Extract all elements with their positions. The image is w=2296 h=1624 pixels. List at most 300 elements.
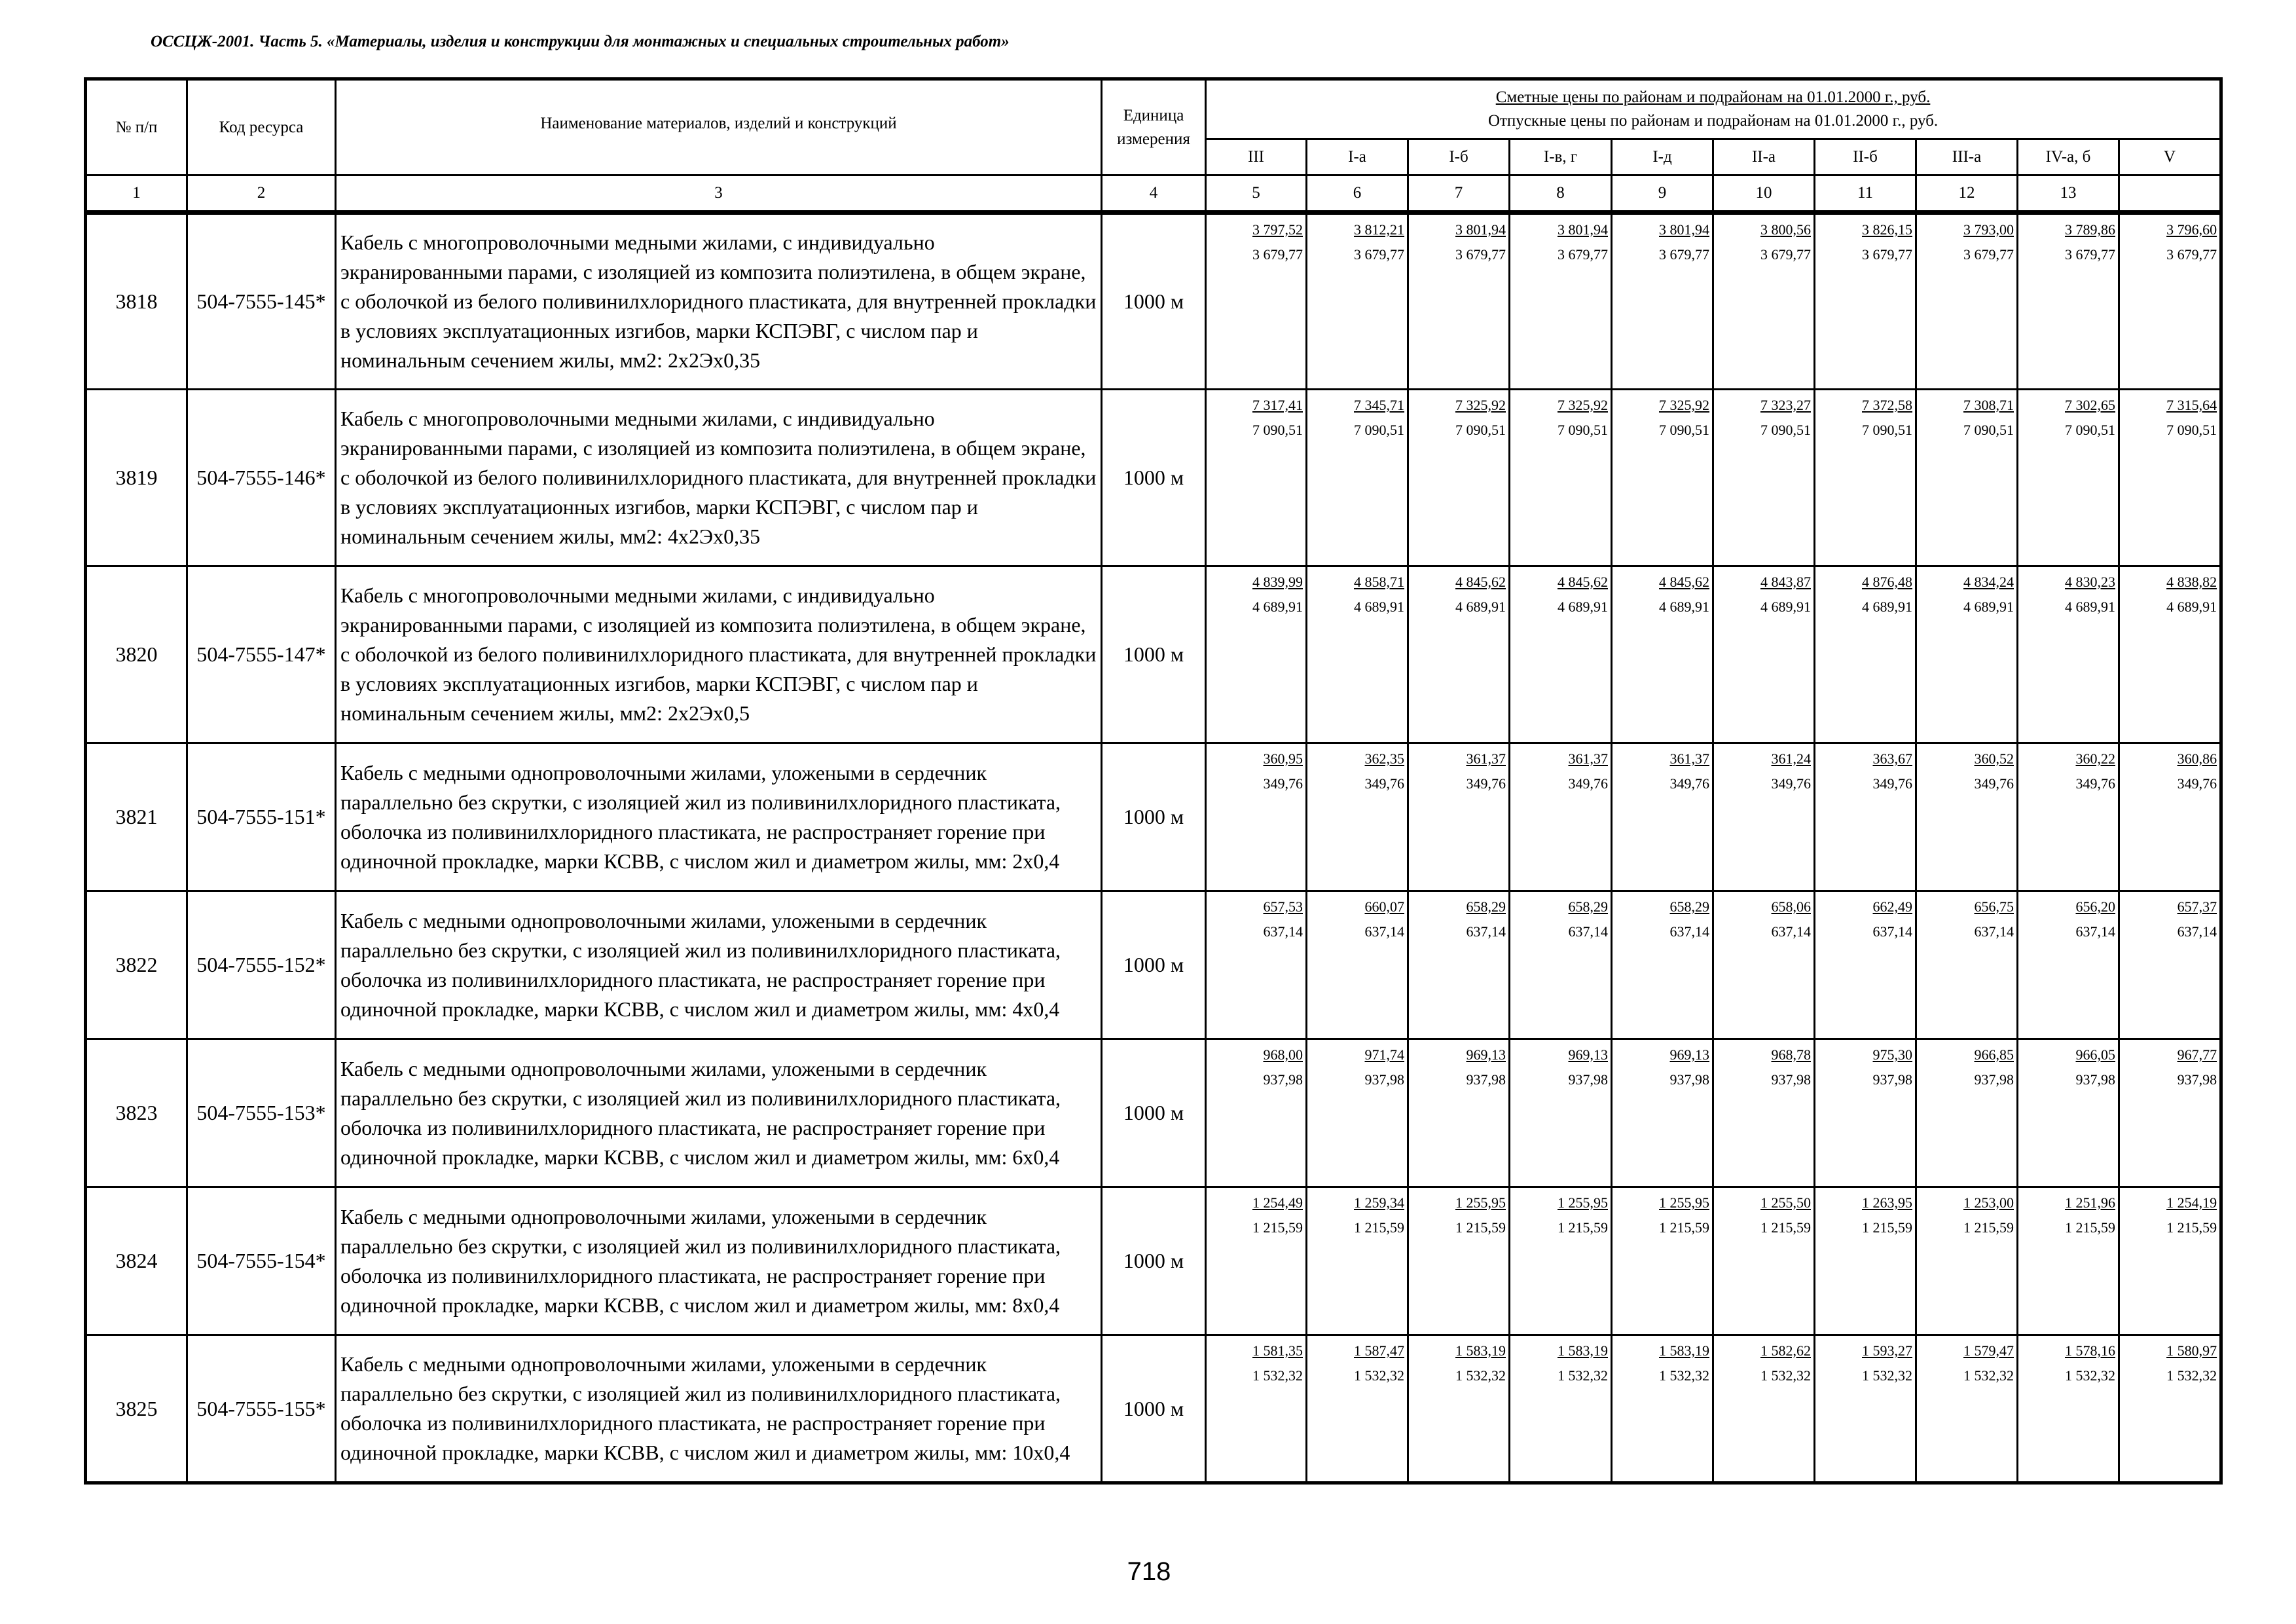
estimate-price: 4 845,62 xyxy=(1558,574,1608,590)
material-name: Кабель с медными однопроволочными жилами, уложеными в сердечник параллельно без скрутки, с изоляцией жил из поливинилхлоридного пластиката, оболочка из поливинилхлоридного пластиката, не распространяет горение при одиночной прокладке, марки КСВВ, с числом жил и диаметром жилы, мм: 4х0,4 xyxy=(336,891,1102,1039)
table-row xyxy=(86,566,2221,743)
table-row xyxy=(86,891,2221,1039)
release-price: 1 215,59 xyxy=(1354,1219,1404,1236)
release-price: 349,76 xyxy=(1974,775,2014,792)
estimate-price: 1 255,50 xyxy=(1760,1194,1811,1211)
release-price: 7 090,51 xyxy=(2065,422,2115,438)
release-price: 1 215,59 xyxy=(1760,1219,1811,1236)
estimate-price: 1 581,35 xyxy=(1252,1342,1303,1359)
estimate-price: 657,53 xyxy=(1263,898,1303,915)
price-cell xyxy=(1815,1187,1916,1335)
estimate-price: 662,49 xyxy=(1872,898,1912,915)
price-cell xyxy=(1916,213,2018,390)
region-header: II-б xyxy=(1815,139,1916,175)
release-price: 349,76 xyxy=(1771,775,1811,792)
price-cell xyxy=(1916,1039,2018,1187)
region-header: I-д xyxy=(1612,139,1713,175)
price-cell xyxy=(1510,566,1612,743)
release-price: 4 689,91 xyxy=(2166,599,2217,615)
release-price: 3 679,77 xyxy=(2065,246,2115,263)
release-price: 1 215,59 xyxy=(1455,1219,1506,1236)
price-cell xyxy=(1206,743,1307,891)
release-price: 3 679,77 xyxy=(1252,246,1303,263)
release-price: 937,98 xyxy=(2075,1071,2115,1088)
header-name: Наименование материалов, изделий и конструкций xyxy=(336,79,1102,175)
release-price: 637,14 xyxy=(1974,923,2014,940)
column-number: 13 xyxy=(2018,175,2119,213)
estimate-price: 1 593,27 xyxy=(1862,1342,1912,1359)
estimate-price: 4 845,62 xyxy=(1455,574,1506,590)
price-cell xyxy=(2119,1187,2221,1335)
table-row xyxy=(86,1187,2221,1335)
release-price: 4 689,91 xyxy=(1558,599,1608,615)
release-price: 1 532,32 xyxy=(1659,1367,1709,1384)
estimate-price: 968,00 xyxy=(1263,1046,1303,1063)
release-price: 1 532,32 xyxy=(1354,1367,1404,1384)
estimate-price: 3 793,00 xyxy=(1963,221,2014,238)
column-number: 12 xyxy=(1916,175,2018,213)
estimate-price: 966,85 xyxy=(1974,1046,2014,1063)
estimate-price: 3 789,86 xyxy=(2065,221,2115,238)
region-header: V xyxy=(2119,139,2221,175)
price-cell xyxy=(1713,1039,1815,1187)
release-price: 637,14 xyxy=(2177,923,2217,940)
material-name: Кабель с медными однопроволочными жилами, уложеными в сердечник параллельно без скрутки, с изоляцией жил из поливинилхлоридного пластиката, оболочка из поливинилхлоридного пластиката, не распространяет горение при одиночной прокладке, марки КСВВ, с числом жил и диаметром жилы, мм: 2х0,4 xyxy=(336,743,1102,891)
price-cell xyxy=(1510,1187,1612,1335)
price-cell xyxy=(1510,891,1612,1039)
estimate-price: 968,78 xyxy=(1771,1046,1811,1063)
price-cell xyxy=(2018,1039,2119,1187)
price-cell xyxy=(1916,390,2018,566)
estimate-price: 3 796,60 xyxy=(2166,221,2217,238)
price-cell xyxy=(2018,1335,2119,1483)
estimate-price: 7 323,27 xyxy=(1760,397,1811,413)
release-price: 349,76 xyxy=(1466,775,1506,792)
column-number: 7 xyxy=(1408,175,1510,213)
price-cell xyxy=(1916,891,2018,1039)
estimate-price: 658,06 xyxy=(1771,898,1811,915)
release-price: 937,98 xyxy=(1872,1071,1912,1088)
price-cell xyxy=(1916,1187,2018,1335)
estimate-price: 658,29 xyxy=(1669,898,1709,915)
release-price: 7 090,51 xyxy=(1354,422,1404,438)
estimate-price: 361,37 xyxy=(1568,750,1608,767)
estimate-price: 7 302,65 xyxy=(2065,397,2115,413)
estimate-price: 1 583,19 xyxy=(1558,1342,1608,1359)
release-price: 1 215,59 xyxy=(1659,1219,1709,1236)
material-name: Кабель с медными однопроволочными жилами, уложеными в сердечник параллельно без скрутки, с изоляцией жил из поливинилхлоридного пластиката, оболочка из поливинилхлоридного пластиката, не распространяет горение при одиночной прокладке, марки КСВВ, с числом жил и диаметром жилы, мм: 6х0,4 xyxy=(336,1039,1102,1187)
estimate-price: 7 325,92 xyxy=(1659,397,1709,413)
header-prices-estimate: Сметные цены по районам и подрайонам на 01.01.2000 г., руб. xyxy=(1495,88,1931,106)
price-cell xyxy=(1713,213,1815,390)
estimate-price: 4 843,87 xyxy=(1760,574,1811,590)
resource-code: 504-7555-154* xyxy=(187,1187,336,1335)
estimate-price: 361,24 xyxy=(1771,750,1811,767)
material-name: Кабель с многопроволочными медными жилами, с индивидуально экранированными парами, с изоляцией из композита полиэтилена, в общем экране, с оболочкой из белого поливинилхлоридного пластиката, для внутренней прокладки в условиях эксплуатационных изгибов, марки КСПЭВГ, с числом пар и номинальным сечением жилы, мм2: 2х2Эх0,5 xyxy=(336,566,1102,743)
release-price: 637,14 xyxy=(1263,923,1303,940)
estimate-price: 658,29 xyxy=(1568,898,1608,915)
price-cell xyxy=(1408,213,1510,390)
table-row xyxy=(86,743,2221,891)
release-price: 349,76 xyxy=(1263,775,1303,792)
release-price: 3 679,77 xyxy=(1455,246,1506,263)
release-price: 3 679,77 xyxy=(1963,246,2014,263)
resource-code: 504-7555-151* xyxy=(187,743,336,891)
price-cell xyxy=(1206,390,1307,566)
document-header: ОССЦЖ-2001. Часть 5. «Материалы, изделия и конструкции для монтажных и специальных строительных работ» xyxy=(151,33,1010,50)
release-price: 1 215,59 xyxy=(2065,1219,2115,1236)
release-price: 7 090,51 xyxy=(1862,422,1912,438)
release-price: 4 689,91 xyxy=(1760,599,1811,615)
release-price: 637,14 xyxy=(1771,923,1811,940)
header-unit: Единица измерения xyxy=(1102,79,1206,175)
estimate-price: 1 579,47 xyxy=(1963,1342,2014,1359)
price-cell xyxy=(1206,213,1307,390)
price-cell xyxy=(1713,743,1815,891)
header-num: № п/п xyxy=(86,79,187,175)
resource-code: 504-7555-152* xyxy=(187,891,336,1039)
release-price: 4 689,91 xyxy=(1455,599,1506,615)
row-number: 3819 xyxy=(86,390,187,566)
price-cell xyxy=(1713,390,1815,566)
release-price: 4 689,91 xyxy=(1963,599,2014,615)
estimate-price: 7 308,71 xyxy=(1963,397,2014,413)
release-price: 637,14 xyxy=(1872,923,1912,940)
resource-code: 504-7555-147* xyxy=(187,566,336,743)
price-cell xyxy=(1815,390,1916,566)
release-price: 3 679,77 xyxy=(1354,246,1404,263)
price-cell xyxy=(1612,1039,1713,1187)
release-price: 3 679,77 xyxy=(1659,246,1709,263)
estimate-price: 1 253,00 xyxy=(1963,1194,2014,1211)
estimate-price: 1 582,62 xyxy=(1760,1342,1811,1359)
estimate-price: 1 263,95 xyxy=(1862,1194,1912,1211)
release-price: 4 689,91 xyxy=(1659,599,1709,615)
material-name: Кабель с многопроволочными медными жилами, с индивидуально экранированными парами, с изоляцией из композита полиэтилена, в общем экране, с оболочкой из белого поливинилхлоридного пластиката, для внутренней прокладки в условиях эксплуатационных изгибов, марки КСПЭВГ, с числом пар и номинальным сечением жилы, мм2: 2х2Эх0,35 xyxy=(336,213,1102,390)
resource-code: 504-7555-146* xyxy=(187,390,336,566)
price-cell xyxy=(1612,390,1713,566)
estimate-price: 360,86 xyxy=(2177,750,2217,767)
price-cell xyxy=(1206,1335,1307,1483)
row-number: 3823 xyxy=(86,1039,187,1187)
estimate-price: 1 255,95 xyxy=(1558,1194,1608,1211)
estimate-price: 7 315,64 xyxy=(2166,397,2217,413)
release-price: 937,98 xyxy=(2177,1071,2217,1088)
release-price: 7 090,51 xyxy=(1963,422,2014,438)
estimate-price: 4 839,99 xyxy=(1252,574,1303,590)
estimate-price: 1 254,49 xyxy=(1252,1194,1303,1211)
price-cell xyxy=(1510,1335,1612,1483)
estimate-price: 1 580,97 xyxy=(2166,1342,2217,1359)
release-price: 1 532,32 xyxy=(1252,1367,1303,1384)
estimate-price: 7 317,41 xyxy=(1252,397,1303,413)
price-cell xyxy=(1612,891,1713,1039)
estimate-price: 363,67 xyxy=(1872,750,1912,767)
estimate-price: 4 845,62 xyxy=(1659,574,1709,590)
price-cell xyxy=(1307,1039,1408,1187)
estimate-price: 1 259,34 xyxy=(1354,1194,1404,1211)
release-price: 4 689,91 xyxy=(1354,599,1404,615)
price-cell xyxy=(1206,891,1307,1039)
release-price: 349,76 xyxy=(1364,775,1404,792)
release-price: 937,98 xyxy=(1466,1071,1506,1088)
price-cell xyxy=(2018,743,2119,891)
measure-unit: 1000 м xyxy=(1102,891,1206,1039)
release-price: 1 532,32 xyxy=(2166,1367,2217,1384)
estimate-price: 971,74 xyxy=(1364,1046,1404,1063)
release-price: 637,14 xyxy=(1669,923,1709,940)
release-price: 637,14 xyxy=(1364,923,1404,940)
estimate-price: 975,30 xyxy=(1872,1046,1912,1063)
header-prices-release: Отпускные цены по районам и подрайонам на 01.01.2000 г., руб. xyxy=(1487,112,1939,130)
release-price: 937,98 xyxy=(1771,1071,1811,1088)
release-price: 937,98 xyxy=(1568,1071,1608,1088)
release-price: 637,14 xyxy=(1466,923,1506,940)
release-price: 7 090,51 xyxy=(1558,422,1608,438)
measure-unit: 1000 м xyxy=(1102,1039,1206,1187)
estimate-price: 657,37 xyxy=(2177,898,2217,915)
price-cell xyxy=(2018,566,2119,743)
column-number: 5 xyxy=(1206,175,1307,213)
row-number: 3822 xyxy=(86,891,187,1039)
estimate-price: 1 255,95 xyxy=(1659,1194,1709,1211)
estimate-price: 1 578,16 xyxy=(2065,1342,2115,1359)
column-number: 6 xyxy=(1307,175,1408,213)
release-price: 7 090,51 xyxy=(1659,422,1709,438)
price-cell xyxy=(1815,213,1916,390)
material-name: Кабель с многопроволочными медными жилами, с индивидуально экранированными парами, с изоляцией из композита полиэтилена, в общем экране, с оболочкой из белого поливинилхлоридного пластиката, для внутренней прокладки в условиях эксплуатационных изгибов, марки КСПЭВГ, с числом пар и номинальным сечением жилы, мм2: 4х2Эх0,35 xyxy=(336,390,1102,566)
release-price: 3 679,77 xyxy=(1862,246,1912,263)
column-number: 3 xyxy=(336,175,1102,213)
region-header: I-в, г xyxy=(1510,139,1612,175)
price-cell xyxy=(2119,213,2221,390)
release-price: 7 090,51 xyxy=(1252,422,1303,438)
release-price: 937,98 xyxy=(1974,1071,2014,1088)
row-number: 3821 xyxy=(86,743,187,891)
release-price: 3 679,77 xyxy=(1760,246,1811,263)
price-cell xyxy=(1815,891,1916,1039)
price-cell xyxy=(2018,1187,2119,1335)
estimate-price: 3 801,94 xyxy=(1455,221,1506,238)
estimate-price: 361,37 xyxy=(1669,750,1709,767)
price-cell xyxy=(2119,390,2221,566)
column-number-row xyxy=(86,175,2221,213)
region-header: IV-а, б xyxy=(2018,139,2119,175)
price-cell xyxy=(1713,1187,1815,1335)
price-cell xyxy=(1612,1187,1713,1335)
table-row xyxy=(86,390,2221,566)
price-cell xyxy=(1612,566,1713,743)
price-cell xyxy=(1713,1335,1815,1483)
estimate-price: 360,22 xyxy=(2075,750,2115,767)
estimate-price: 3 826,15 xyxy=(1862,221,1912,238)
price-cell xyxy=(1206,566,1307,743)
resource-code: 504-7555-153* xyxy=(187,1039,336,1187)
measure-unit: 1000 м xyxy=(1102,213,1206,390)
price-cell xyxy=(1815,1335,1916,1483)
price-cell xyxy=(2119,566,2221,743)
release-price: 637,14 xyxy=(2075,923,2115,940)
release-price: 349,76 xyxy=(1872,775,1912,792)
release-price: 1 215,59 xyxy=(2166,1219,2217,1236)
column-number: 8 xyxy=(1510,175,1612,213)
release-price: 4 689,91 xyxy=(1862,599,1912,615)
price-table xyxy=(84,77,2223,1485)
release-price: 937,98 xyxy=(1669,1071,1709,1088)
release-price: 1 215,59 xyxy=(1558,1219,1608,1236)
price-cell xyxy=(1307,213,1408,390)
estimate-price: 4 876,48 xyxy=(1862,574,1912,590)
estimate-price: 4 834,24 xyxy=(1963,574,2014,590)
release-price: 7 090,51 xyxy=(1760,422,1811,438)
price-cell xyxy=(1408,390,1510,566)
price-cell xyxy=(1916,743,2018,891)
estimate-price: 969,13 xyxy=(1669,1046,1709,1063)
release-price: 937,98 xyxy=(1263,1071,1303,1088)
estimate-price: 4 830,23 xyxy=(2065,574,2115,590)
price-cell xyxy=(1408,1039,1510,1187)
estimate-price: 361,37 xyxy=(1466,750,1506,767)
estimate-price: 1 583,19 xyxy=(1659,1342,1709,1359)
estimate-price: 362,35 xyxy=(1364,750,1404,767)
price-cell xyxy=(1307,566,1408,743)
price-cell xyxy=(2119,891,2221,1039)
region-header: I-а xyxy=(1307,139,1408,175)
release-price: 349,76 xyxy=(1568,775,1608,792)
material-name: Кабель с медными однопроволочными жилами, уложеными в сердечник параллельно без скрутки, с изоляцией жил из поливинилхлоридного пластиката, оболочка из поливинилхлоридного пластиката, не распространяет горение при одиночной прокладке, марки КСВВ, с числом жил и диаметром жилы, мм: 10х0,4 xyxy=(336,1335,1102,1483)
estimate-price: 967,77 xyxy=(2177,1046,2217,1063)
column-number: 4 xyxy=(1102,175,1206,213)
estimate-price: 1 254,19 xyxy=(2166,1194,2217,1211)
release-price: 1 532,32 xyxy=(2065,1367,2115,1384)
column-number: 1 xyxy=(86,175,187,213)
price-cell xyxy=(1206,1187,1307,1335)
release-price: 1 532,32 xyxy=(1558,1367,1608,1384)
estimate-price: 1 251,96 xyxy=(2065,1194,2115,1211)
region-header: III-а xyxy=(1916,139,2018,175)
release-price: 1 215,59 xyxy=(1862,1219,1912,1236)
estimate-price: 3 812,21 xyxy=(1354,221,1404,238)
region-header: I-б xyxy=(1408,139,1510,175)
measure-unit: 1000 м xyxy=(1102,390,1206,566)
price-cell xyxy=(1815,743,1916,891)
release-price: 7 090,51 xyxy=(2166,422,2217,438)
release-price: 1 215,59 xyxy=(1252,1219,1303,1236)
price-cell xyxy=(1307,390,1408,566)
material-name: Кабель с медными однопроволочными жилами, уложеными в сердечник параллельно без скрутки, с изоляцией жил из поливинилхлоридного пластиката, оболочка из поливинилхлоридного пластиката, не распространяет горение при одиночной прокладке, марки КСВВ, с числом жил и диаметром жилы, мм: 8х0,4 xyxy=(336,1187,1102,1335)
estimate-price: 1 587,47 xyxy=(1354,1342,1404,1359)
price-cell xyxy=(1612,743,1713,891)
resource-code: 504-7555-155* xyxy=(187,1335,336,1483)
header-prices xyxy=(1206,79,2221,139)
price-cell xyxy=(1815,1039,1916,1187)
estimate-price: 7 345,71 xyxy=(1354,397,1404,413)
price-cell xyxy=(1408,1335,1510,1483)
estimate-price: 656,75 xyxy=(1974,898,2014,915)
page-number: 718 xyxy=(1127,1557,1171,1586)
price-cell xyxy=(1612,213,1713,390)
estimate-price: 3 801,94 xyxy=(1659,221,1709,238)
price-cell xyxy=(1916,1335,2018,1483)
price-cell xyxy=(2018,891,2119,1039)
price-cell xyxy=(2119,743,2221,891)
estimate-price: 360,95 xyxy=(1263,750,1303,767)
price-cell xyxy=(2119,1335,2221,1483)
table-row xyxy=(86,1335,2221,1483)
release-price: 637,14 xyxy=(1568,923,1608,940)
price-cell xyxy=(1408,566,1510,743)
estimate-price: 656,20 xyxy=(2075,898,2115,915)
price-cell xyxy=(2018,390,2119,566)
price-cell xyxy=(1510,743,1612,891)
header-row xyxy=(86,79,2221,139)
table-row xyxy=(86,1039,2221,1187)
estimate-price: 360,52 xyxy=(1974,750,2014,767)
estimate-price: 7 325,92 xyxy=(1455,397,1506,413)
row-number: 3824 xyxy=(86,1187,187,1335)
price-cell xyxy=(1510,213,1612,390)
release-price: 4 689,91 xyxy=(1252,599,1303,615)
price-cell xyxy=(1713,566,1815,743)
price-cell xyxy=(1307,891,1408,1039)
release-price: 1 532,32 xyxy=(1862,1367,1912,1384)
release-price: 349,76 xyxy=(1669,775,1709,792)
price-cell xyxy=(1612,1335,1713,1483)
header-code: Код ресурса xyxy=(187,79,336,175)
estimate-price: 3 800,56 xyxy=(1760,221,1811,238)
column-number: 2 xyxy=(187,175,336,213)
release-price: 4 689,91 xyxy=(2065,599,2115,615)
column-number: 11 xyxy=(1815,175,1916,213)
release-price: 7 090,51 xyxy=(1455,422,1506,438)
price-cell xyxy=(1307,743,1408,891)
release-price: 1 532,32 xyxy=(1760,1367,1811,1384)
estimate-price: 1 583,19 xyxy=(1455,1342,1506,1359)
table-row xyxy=(86,213,2221,390)
estimate-price: 7 372,58 xyxy=(1862,397,1912,413)
price-cell xyxy=(1408,891,1510,1039)
row-number: 3820 xyxy=(86,566,187,743)
estimate-price: 969,13 xyxy=(1568,1046,1608,1063)
price-cell xyxy=(1206,1039,1307,1187)
price-cell xyxy=(1408,1187,1510,1335)
price-cell xyxy=(2119,1039,2221,1187)
price-cell xyxy=(1916,566,2018,743)
price-cell xyxy=(1815,566,1916,743)
release-price: 937,98 xyxy=(1364,1071,1404,1088)
price-cell xyxy=(1510,390,1612,566)
region-header: II-а xyxy=(1713,139,1815,175)
price-cell xyxy=(2018,213,2119,390)
estimate-price: 658,29 xyxy=(1466,898,1506,915)
price-cell xyxy=(1713,891,1815,1039)
measure-unit: 1000 м xyxy=(1102,1335,1206,1483)
estimate-price: 3 801,94 xyxy=(1558,221,1608,238)
row-number: 3825 xyxy=(86,1335,187,1483)
measure-unit: 1000 м xyxy=(1102,566,1206,743)
row-number: 3818 xyxy=(86,213,187,390)
price-cell xyxy=(1510,1039,1612,1187)
table-body xyxy=(86,213,2221,1483)
estimate-price: 7 325,92 xyxy=(1558,397,1608,413)
estimate-price: 4 858,71 xyxy=(1354,574,1404,590)
release-price: 1 215,59 xyxy=(1963,1219,2014,1236)
price-cell xyxy=(1307,1187,1408,1335)
release-price: 349,76 xyxy=(2075,775,2115,792)
estimate-price: 3 797,52 xyxy=(1252,221,1303,238)
region-header: III xyxy=(1206,139,1307,175)
release-price: 1 532,32 xyxy=(1455,1367,1506,1384)
